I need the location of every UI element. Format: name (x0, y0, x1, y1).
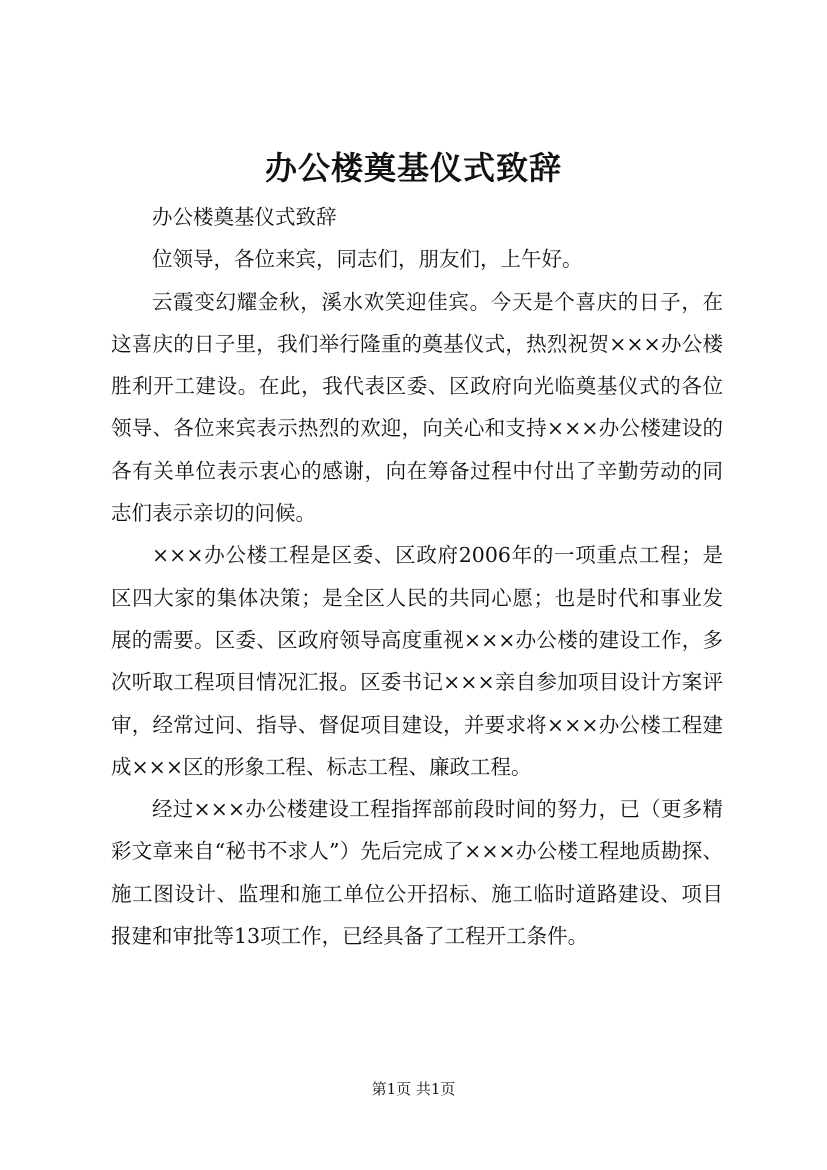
document-title: 办公楼奠基仪式致辞 (264, 149, 562, 187)
paragraph-greeting: 位领导，各位来宾，同志们，朋友们，上午好。 (152, 247, 583, 272)
paragraph-progress: 经过×××办公楼建设工程指挥部前段时间的努力，已（更多精彩文章来自“秘书不求人”）先后完成了×××办公楼工程地质勘探、施工图设计、监理和施工单位公开招标、施工临时道路建设、项目报建和审批等13项工作，已经具备了工程开工条件。 (111, 797, 723, 949)
paragraph-project-importance: ×××办公楼工程是区委、区政府2006年的一项重点工程；是区四大家的集体决策；是全区人民的共同心愿；也是时代和事业发展的需要。区委、区政府领导高度重视×××办公楼的建设工作，多次听取工程项目情况汇报。区委书记×××亲自参加项目设计方案评审，经常过问、指导、督促项目建设，并要求将×××办公楼工程建成×××区的形象工程、标志工程、廉政工程。 (111, 543, 723, 779)
page-footer: 第1页 共1页 (371, 1080, 456, 1098)
document-body (111, 196, 723, 957)
paragraph-subtitle: 办公楼奠基仪式致辞 (152, 205, 337, 229)
paragraph-welcome: 云霞变幻耀金秋，溪水欢笑迎佳宾。今天是个喜庆的日子，在这喜庆的日子里，我们举行隆重的奠基仪式，热烈祝贺×××办公楼胜利开工建设。在此，我代表区委、区政府向光临奠基仪式的各位领导、各位来宾表示热烈的欢迎，向关心和支持×××办公楼建设的各有关单位表示衷心的感谢，向在筹备过程中付出了辛勤劳动的同志们表示亲切的问候。 (111, 289, 723, 526)
